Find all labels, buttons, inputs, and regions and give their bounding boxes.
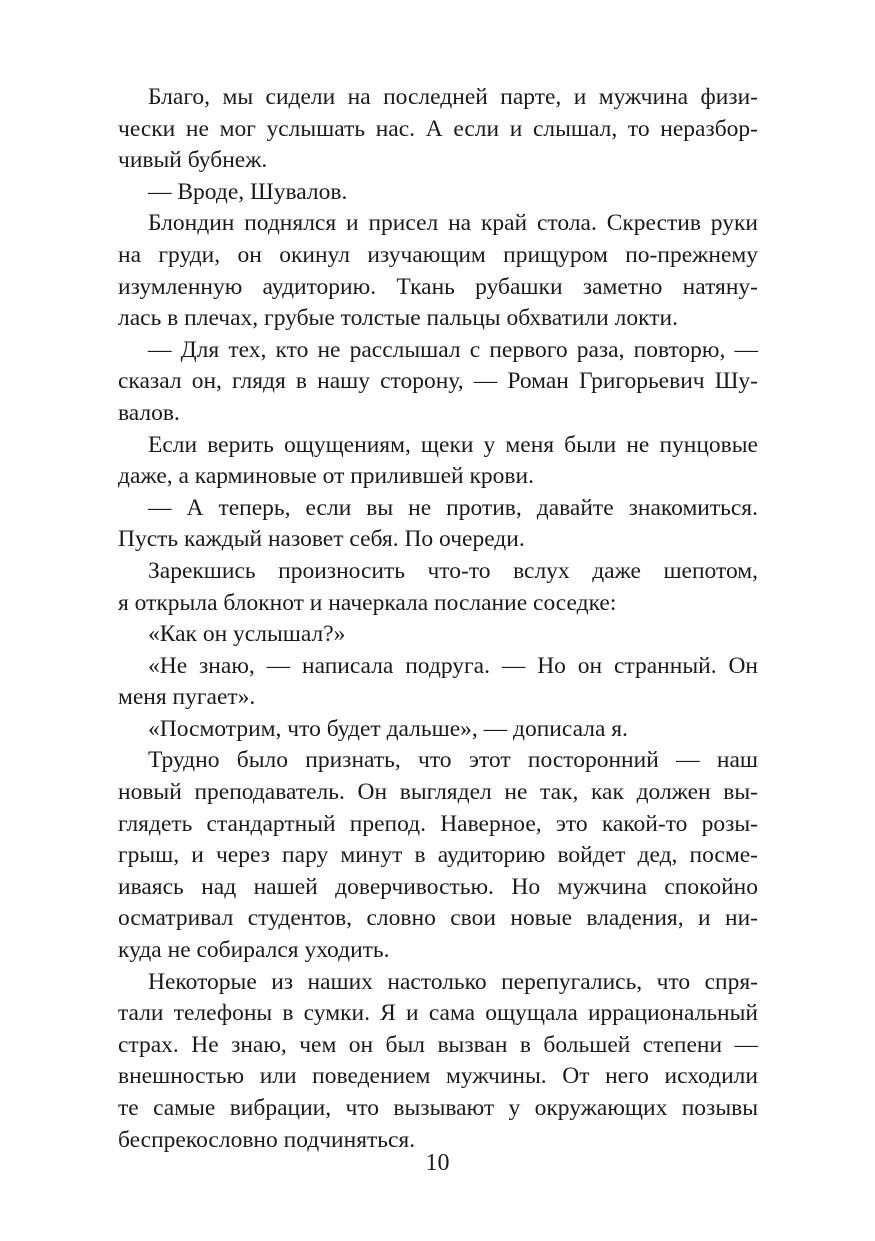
text-line: — А теперь, если вы не против, давайте знакомиться. [148, 494, 758, 521]
text-line: Трудно было признать, что этот посторонний — наш [148, 747, 758, 774]
text-line: «Не знаю, — написала подруга. — Но он странный. Он [148, 652, 758, 679]
text-line: чески не мог услышать нас. А если и слышал, то неразбор- [118, 115, 758, 142]
text-line: меня пугает». [118, 684, 256, 711]
text-line: Если верить ощущениям, щеки у меня были не пунцовые [148, 431, 758, 458]
text-line: лась в плечах, грубые толстые пальцы обхватили локти. [118, 305, 678, 332]
text-line: «Посмотрим, что будет дальше», — дописала я. [148, 715, 628, 742]
text-line: изумленную аудиторию. Ткань рубашки заметно натяну- [118, 273, 758, 300]
text-line: глядеть стандартный препод. Наверное, это какой-то розы- [118, 810, 758, 837]
page-number: 10 [425, 1150, 450, 1176]
text-line: Благо, мы сидели на последней парте, и мужчина физи- [148, 84, 758, 110]
text-line: Зарекшись произносить что-то вслух даже шепотом, [148, 557, 758, 584]
text-line: «Как он услышал?» [148, 621, 346, 648]
text-line: на груди, он окинул изучающим прищуром по-прежнему [118, 241, 758, 268]
text-line: Пусть каждый назовет себя. По очереди. [118, 526, 525, 553]
text-line: — Для тех, кто не расслышал с первого раза, повторю, — [148, 336, 758, 363]
text-line: новый преподаватель. Он выглядел не так, как должен вы- [118, 779, 758, 806]
text-line: — Вроде, Шувалов. [148, 178, 348, 205]
text-line: сказал он, глядя в нашу сторону, — Роман Григорьевич Шу- [118, 368, 758, 395]
text-line: осматривал студентов, словно свои новые владения, и ни- [118, 905, 758, 932]
text-line: тали телефоны в сумки. Я и сама ощущала иррациональный [118, 1000, 758, 1027]
text-line: Блондин поднялся и присел на край стола. Скрестив руки [148, 210, 758, 237]
text-line: Некоторые из наших настолько перепугались, что спря- [148, 968, 758, 995]
text-line: беспрекословно подчиняться. [118, 1126, 416, 1153]
text-line: куда не собирался уходить. [118, 937, 390, 964]
text-line: те самые вибрации, что вызывают у окружающих позывы [118, 1095, 758, 1121]
text-line: чивый бубнеж. [118, 147, 268, 174]
text-line: иваясь над нашей доверчивостью. Но мужчина спокойно [118, 873, 758, 900]
text-line: внешностью или поведением мужчины. От него исходили [118, 1063, 758, 1090]
text-line: страх. Не знаю, чем он был вызван в большей степени — [118, 1031, 758, 1058]
text-line: грыш, и через пару минут в аудиторию войдет дед, посме- [118, 842, 758, 869]
text-line: я открыла блокнот и начеркала послание соседке: [118, 589, 617, 616]
text-line: валов. [118, 399, 180, 426]
page-body [118, 82, 758, 1156]
text-line: даже, а карминовые от прилившей крови. [118, 463, 534, 490]
